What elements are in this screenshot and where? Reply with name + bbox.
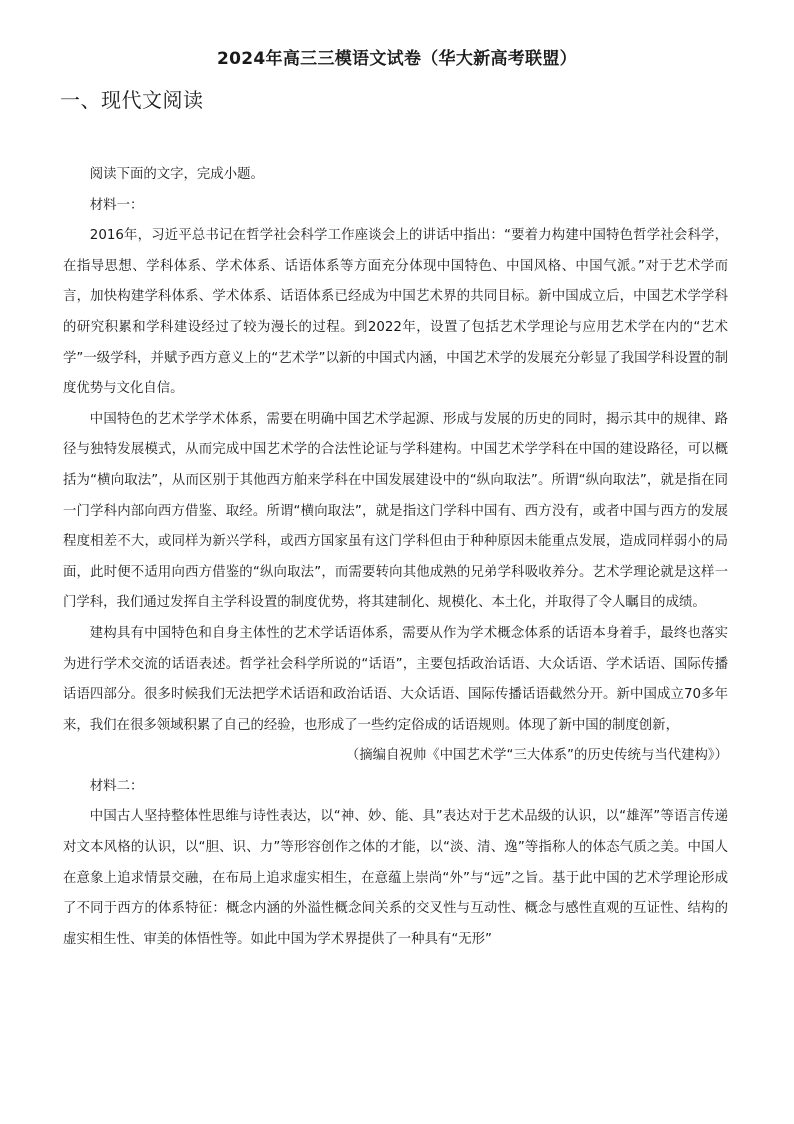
body-paragraph: 中国古人坚持整体性思维与诗性表达，以“神、妙、能、具”表达对于艺术品级的认识，以“雄浑”等语言传递对文本风格的认识，以“胆、识、力”等形容创作之体的才能，以“淡、清、逸”等指称人的体态气质之美。中国人在意象上追求情景交融，在布局上追求虚实相生，在意蕴上崇尚“外”与“远”之旨。基于此中国的艺术学理论形成了不同于西方的体系特征：概念内涵的外溢性概念间关系的交叉性与互动性、概念与感性直观的互证性、结构的虚实相生性、审美的体悟性等。如此中国为学术界提供了一种具有“无形” <box>63 809 728 947</box>
body-paragraph: 建构具有中国特色和自身主体性的艺术学话语体系，需要从作为学术概念体系的话语本身着手，最终也落实为进行学术交流的话语表述。哲学社会科学所说的“话语”，主要包括政治话语、大众话语、学术话语、国际传播话语四部分。很多时候我们无法把学术话语和政治话语、大众话语、国际传播话语截然分开。新中国成立70多年来，我们在很多领域积累了自己的经验，也形成了一些约定俗成的话语规则。体现了新中国的制度创新， <box>63 625 728 733</box>
document-title: 2024年高三三模语文试卷（华大新高考联盟） <box>217 49 577 69</box>
material-two-label: 材料二： <box>89 778 144 794</box>
section-heading: 一、现代文阅读 <box>60 88 204 112</box>
body-paragraph: 中国特色的艺术学学术体系，需要在明确中国艺术学起源、形成与发展的历史的同时，揭示其中的规律、路径与独特发展模式，从而完成中国艺术学的合法性论证与学科建构。中国艺术学学科在中国的建设路径，可以概括为“横向取法”，从而区别于其他西方舶来学科在中国发展建设中的“纵向取法”。所谓“纵向取法”，就是指在同一门学科内部向西方借鉴、取经。所谓“横向取法”，就是指这门学科中国有、西方没有，或者中国与西方的发展程度相差不大，或同样为新兴学科，或西方国家虽有这门学科但由于种种原因未能重点发展，造成同样弱小的局面，此时便不适用向西方借鉴的“纵向取法”，而需要转向其他成熟的兄弟学科吸收养分。艺术学理论就是这样一门学科，我们通过发挥自主学科设置的制度优势，将其建制化、规模化、本土化，并取得了令人瞩目的成绩。 <box>63 411 728 611</box>
material-one-label: 材料一： <box>89 197 144 213</box>
source-citation: （摘编自祝帅《中国艺术学“三大体系”的历史传统与当代建构》） <box>345 748 728 764</box>
instruction-paragraph: 阅读下面的文字，完成小题。 <box>89 167 264 182</box>
article-body <box>63 160 728 955</box>
body-paragraph: 2016年，习近平总书记在哲学社会科学工作座谈会上的讲话中指出：“要着力构建中国特色哲学社会科学，在指导思想、学科体系、学术体系、话语体系等方面充分体现中国特色、中国风格、中国气派。”对于艺术学而言，加快构建学科体系、学术体系、话语体系已经成为中国艺术界的共同目标。新中国成立后，中国艺术学学科的研究积累和学科建设经过了较为漫长的过程。到2022年，设置了包括艺术学理论与应用艺术学在内的“艺术学”一级学科，并赋予西方意义上的“艺术学”以新的中国式内涵，中国艺术学的发展充分彰显了我国学科设置的制度优势与文化自信。 <box>63 228 728 397</box>
